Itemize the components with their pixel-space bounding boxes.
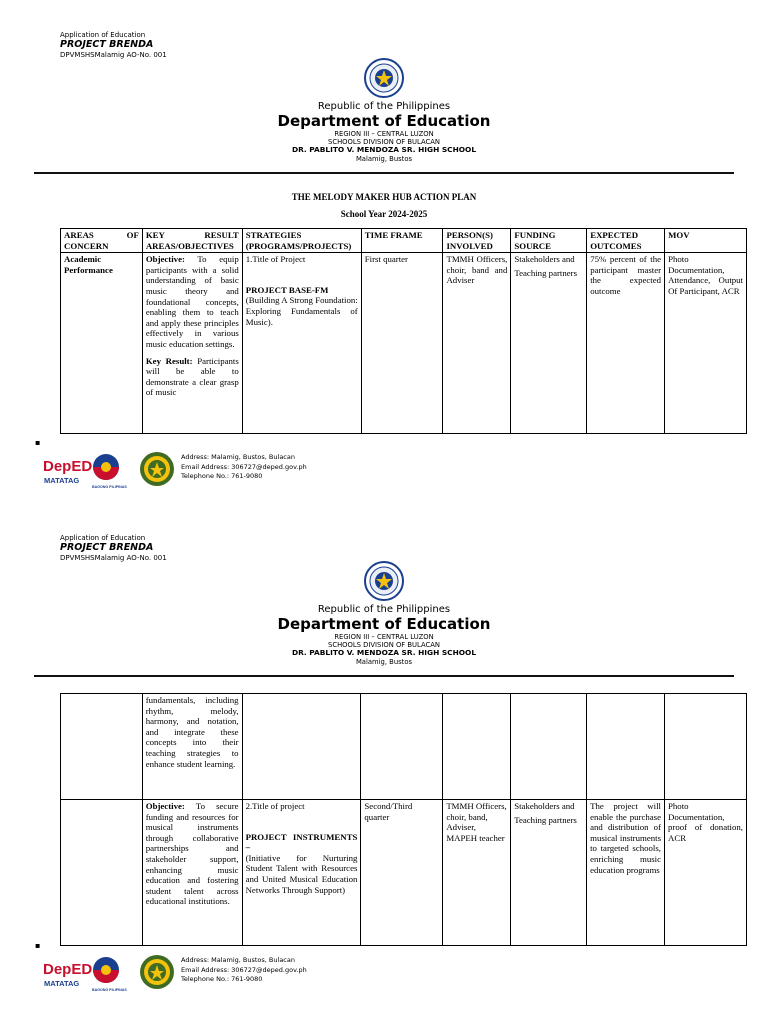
area-cell: Academic Performance [61,253,143,434]
funding-line-1: Stakeholders and [514,254,575,265]
strategy-title: 2.Title of project [245,801,305,811]
col-time-frame: TIME FRAME [361,229,443,253]
header-divider [34,675,734,677]
project-description: (Initiative for Nurturing Student Talent with Resources and United Musical Education Networks Through Support) [245,852,358,895]
table-row [61,253,747,434]
project-name: PROJECT BRENDA [60,39,154,50]
table-row [61,800,747,946]
key-result-continued: fundamentals, including rhythm, melody, harmony, and notation, and integrate these concepts into their teaching strategies to enhance student learning. [142,694,242,800]
funding-line-1: Stakeholders and [514,801,575,811]
header-sub [0,633,768,666]
strategy-cell [242,253,361,434]
mov-cell: Photo Documentation, Attendance, Output Of Participant, ACR [665,253,747,434]
header-divider [34,172,734,174]
school-name: DR. PABLITO V. MENDOZA SR. HIGH SCHOOL [291,648,477,657]
application-line: Application of Education [60,31,146,39]
funding-line-2: Teaching partners [514,814,577,825]
division-line: SCHOOLS DIVISION OF BULACAN [328,641,440,649]
funding-cell [511,253,587,434]
bullet-marker: ▪ [35,941,41,950]
empty-cell [665,694,747,800]
deped-matatag-logo-icon [43,961,92,988]
document-number: DPVMSHSMalamig AO-No. 001 [60,554,167,562]
document-number: DPVMSHSMalamig AO-No. 001 [60,51,167,59]
division-line: SCHOOLS DIVISION OF BULACAN [328,138,440,146]
col-strategies: STRATEGIES (PROGRAMS/PROJECTS) [242,229,361,253]
objective-cell [142,253,242,434]
time-frame-cell: First quarter [361,253,443,434]
header-sub [0,130,768,163]
table-header-row [61,229,747,253]
plan-title: THE MELODY MAKER HUB ACTION PLAN [291,192,477,202]
footer-logos [42,450,178,490]
deped-matatag-logo-icon [43,458,92,485]
project-title: PROJECT INSTRUMENTS – [245,831,358,853]
empty-cell [443,694,511,800]
logo-deped-text: DepED [43,961,93,978]
area-cell [61,800,143,946]
time-frame-cell: Second/Third quarter [361,800,443,946]
action-plan-table-continued [60,693,747,946]
logo-matatag-text: MATATAG [44,476,80,485]
empty-cell [242,694,361,800]
deped-seal-icon [364,561,404,601]
header-meta [60,534,167,563]
empty-cell [361,694,443,800]
action-plan-table [60,228,747,434]
bagong-pilipinas-logo-icon [92,454,127,489]
department-title: Department of Education [277,112,491,130]
strategy-title: 1.Title of Project [245,254,306,265]
funding-cell [511,800,587,946]
objective-text: To equip participants with a solid understanding of basic music theory and foundational concepts, enabling them to teach and apply these principles effectively in various music education settings. [145,254,239,349]
footer-address: Address: Malamig, Bustos, Bulacan [181,453,295,461]
footer-contact [181,956,307,985]
footer-logos [42,953,178,993]
logo-bagong-text: BAGONG PILIPINAS [92,988,127,992]
footer-phone: Telephone No.: 761-9080 [181,975,263,983]
funding-line-2: Teaching partners [514,267,578,278]
bagong-pilipinas-logo-icon [92,957,127,992]
project-title: PROJECT BASE-FM [245,284,329,295]
republic-line: Republic of the Philippines [317,101,451,112]
school-seal-icon [140,452,174,486]
objective-text: To secure funding and resources for musical instruments through collaborative partnerships and stakeholder support, enhancing music education and fostering student talent across educational institutions. [145,801,239,907]
outcome-cell: The project will enable the purchase and distribution of musical instruments to targeted schools, enriching music education programs [587,800,665,946]
region-line: REGION III – CENTRAL LUZON [334,130,434,138]
footer-email[interactable]: Email Address: 306727@deped.gov.ph [181,462,307,471]
project-description: (Building A Strong Foundation: Exploring Fundamentals of Music). [245,295,358,327]
school-year: School Year 2024-2025 [340,209,428,219]
objective-cell [142,800,242,946]
col-areas: AREAS OF CONCERN [61,229,143,253]
school-seal-icon [140,955,174,989]
key-result-text: Participants will be able to demonstrate a clear grasp of music [145,355,239,398]
school-name: DR. PABLITO V. MENDOZA SR. HIGH SCHOOL [291,145,477,154]
footer-contact [181,453,307,482]
col-mov: MOV [665,229,747,253]
mov-cell: Photo Documentation, proof of donation, ACR [665,800,747,946]
logo-matatag-text: MATATAG [44,979,80,988]
republic-line: Republic of the Philippines [317,604,451,615]
deped-seal-icon [364,58,404,98]
header-meta [60,31,167,60]
logo-bagong-text: BAGONG PILIPINAS [92,485,127,489]
empty-cell [511,694,587,800]
town-line: Malamig, Bustos [355,658,413,666]
bullet-marker: ▪ [35,438,41,447]
application-line: Application of Education [60,534,146,542]
department-title: Department of Education [277,615,491,633]
col-outcomes: EXPECTED OUTCOMES [587,229,665,253]
footer-email[interactable]: Email Address: 306727@deped.gov.ph [181,965,307,974]
strategy-cell [242,800,361,946]
col-key-result: KEY RESULT AREAS/OBJECTIVES [142,229,242,253]
persons-cell: TMMH Officers, choir, band and Adviser [443,253,511,434]
project-name: PROJECT BRENDA [60,542,154,553]
footer-address: Address: Malamig, Bustos, Bulacan [181,956,295,964]
logo-deped-text: DepED [43,458,93,475]
col-funding: FUNDING SOURCE [511,229,587,253]
key-result-label: Key Result: [145,355,193,366]
empty-cell [587,694,665,800]
region-line: REGION III – CENTRAL LUZON [334,633,434,641]
table-row [61,694,747,800]
objective-label: Objective: [145,801,185,811]
objective-label: Objective: [145,254,185,265]
page-2 [0,503,768,1015]
town-line: Malamig, Bustos [355,155,413,163]
persons-cell: TMMH Officers, choir, band, Adviser, MAPEH teacher [443,800,511,946]
area-cell [61,694,143,800]
col-persons: PERSON(S) INVOLVED [443,229,511,253]
outcome-cell: 75% percent of the participant master the expected outcome [587,253,665,434]
footer-phone: Telephone No.: 761-9080 [181,472,263,480]
